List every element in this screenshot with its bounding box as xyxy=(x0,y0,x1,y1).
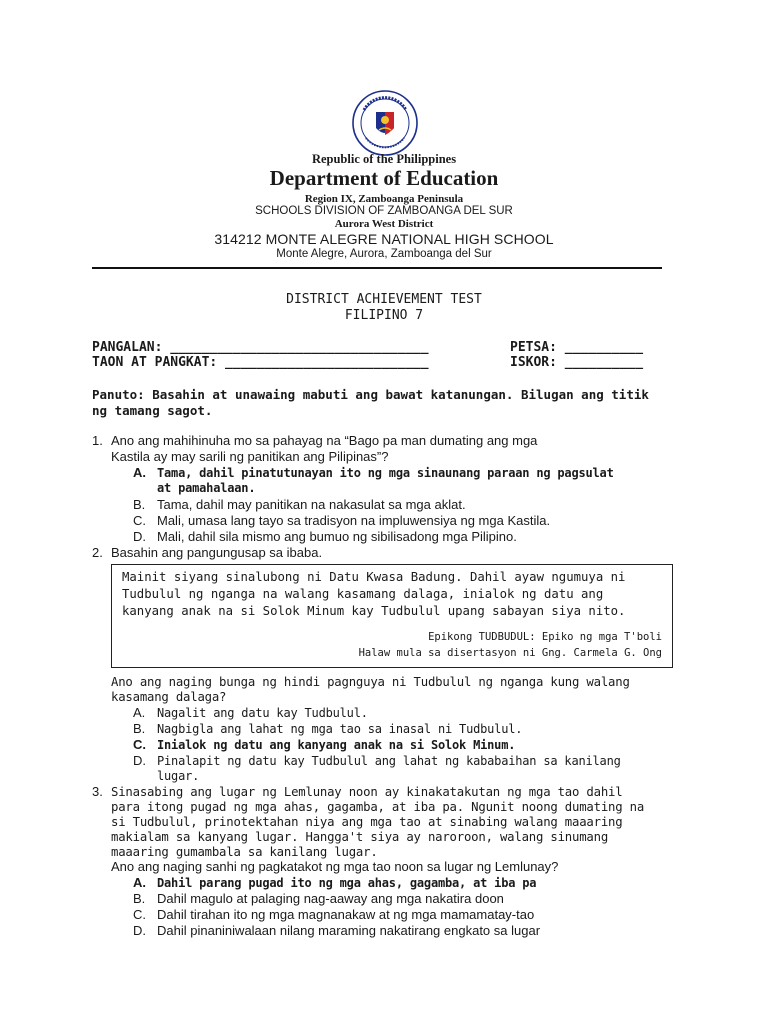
q2-option-b-letter[interactable]: B. xyxy=(133,721,146,736)
passage-source-2: Halaw mula sa disertasyon ni Gng. Carmela G. Ong xyxy=(358,647,662,659)
q2-option-a-letter[interactable]: A. xyxy=(133,705,146,720)
test-title: DISTRICT ACHIEVEMENT TEST xyxy=(286,292,482,307)
q3-option-a-text[interactable]: Dahil parang pugad ito ng mga ahas, gagamba, at iba pa xyxy=(157,876,537,890)
passage-source-1: Epikong TUDBUDUL: Epiko ng mga T'boli xyxy=(428,631,662,643)
q1-option-d-letter[interactable]: D. xyxy=(133,529,146,544)
q1-option-c-letter[interactable]: C. xyxy=(133,513,146,528)
deped-seal-logo xyxy=(352,90,418,156)
q2-option-b-text[interactable]: Nagbigla ang lahat ng mga tao sa inasal ni Tudbulul. xyxy=(157,722,523,736)
test-subject: FILIPINO 7 xyxy=(344,308,424,323)
q3-option-b-text[interactable]: Dahil magulo at palaging nag-aaway ang mga nakatira doon xyxy=(157,891,504,906)
q1-option-b-letter[interactable]: B. xyxy=(133,497,146,512)
q2-prompt: Basahin ang pangungusap sa ibaba. xyxy=(111,545,323,560)
q1-option-a-text-2[interactable]: at pamahalaan. xyxy=(157,481,256,495)
school-name: 314212 MONTE ALEGRE NATIONAL HIGH SCHOOL xyxy=(214,231,554,247)
directions-line-2: ng tamang sagot. xyxy=(92,403,213,418)
school-address: Monte Alegre, Aurora, Zamboanga del Sur xyxy=(276,248,492,260)
score-field[interactable]: ISKOR: __________ xyxy=(510,355,644,370)
name-field[interactable]: PANGALAN: _________________________________ xyxy=(92,340,429,355)
q2-number: 2. xyxy=(92,545,103,560)
q3-text-line-5: maaaring gumambala sa kanilang lugar. xyxy=(111,845,378,859)
q3-text-line-1: Sinasabing ang lugar ng Lemlunay noon ay kinakatakutan ng mga tao dahil xyxy=(111,785,623,799)
region-line: Region IX, Zamboanga Peninsula xyxy=(304,193,464,205)
q2-question-line-1: Ano ang naging bunga ng hindi pagnguya ni Tudbulul ng nganga kung walang xyxy=(111,675,630,689)
district-line: Aurora West District xyxy=(334,218,434,230)
q1-option-c-text[interactable]: Mali, umasa lang tayo sa tradisyon na impluwensiya ng mga Kastila. xyxy=(157,513,551,528)
q2-option-c-letter[interactable]: C. xyxy=(133,737,146,752)
division-line: SCHOOLS DIVISION OF ZAMBOANGA DEL SUR xyxy=(255,205,513,217)
q3-option-c-letter[interactable]: C. xyxy=(133,907,146,922)
passage-line-1: Mainit siyang sinalubong ni Datu Kwasa Badung. Dahil ayaw ngumuya ni xyxy=(122,570,626,584)
q2-option-d-letter[interactable]: D. xyxy=(133,753,146,768)
q3-option-c-text[interactable]: Dahil tirahan ito ng mga magnanakaw at ng mga mamamatay-tao xyxy=(157,907,535,922)
q2-question-line-2: kasamang dalaga? xyxy=(111,690,227,704)
department-title: Department of Education xyxy=(269,166,499,190)
q2-option-a-text[interactable]: Nagalit ang datu kay Tudbulul. xyxy=(157,706,368,720)
q3-option-b-letter[interactable]: B. xyxy=(133,891,146,906)
q3-option-a-letter[interactable]: A. xyxy=(133,875,146,890)
q3-question: Ano ang naging sanhi ng pagkatakot ng mga tao noon sa lugar ng Lemlunay? xyxy=(111,859,559,874)
q1-text-line-1: Ano ang mahihinuha mo sa pahayag na “Bago pa man dumating ang mga xyxy=(111,433,538,448)
q1-number: 1. xyxy=(92,433,103,448)
q3-option-d-letter[interactable]: D. xyxy=(133,923,146,938)
passage-line-3: kanyang anak na si Solok Minum kay Tudbulul upang sabayan siya nito. xyxy=(122,604,626,618)
date-field[interactable]: PETSA: __________ xyxy=(510,340,644,355)
q2-option-d-text[interactable]: Pinalapit ng datu kay Tudbulul ang lahat ng kababaihan sa kanilang xyxy=(157,754,621,768)
q3-text-line-3: si Tudbulul, prinotektahan niya ang mga tao at sinabing walang maaaring xyxy=(111,815,623,829)
q3-text-line-4: makialam sa kanyang lugar. Hangga't siya ay naroroon, walang sinumang xyxy=(111,830,609,844)
republic-line: Republic of the Philippines xyxy=(311,152,457,166)
q2-option-c-text[interactable]: Inialok ng datu ang kanyang anak na si Solok Minum. xyxy=(157,738,516,752)
passage-line-2: Tudbulul ng nganga na walang kasamang dalaga, inialok ng datu ang xyxy=(122,587,604,601)
header-divider xyxy=(92,267,662,269)
directions-line-1: Panuto: Basahin at unawaing mabuti ang bawat katanungan. Bilugan ang titik xyxy=(92,387,649,402)
q3-text-line-2: para itong pugad ng mga ahas, gagamba, at iba pa. Ngunit noong dumating na xyxy=(111,800,645,814)
year-section-field[interactable]: TAON AT PANGKAT: __________________________ xyxy=(92,355,429,370)
q1-option-a-letter[interactable]: A. xyxy=(133,465,146,480)
q1-option-d-text[interactable]: Mali, dahil sila mismo ang bumuo ng sibilisadong mga Pilipino. xyxy=(157,529,517,544)
q1-option-a-text[interactable]: Tama, dahil pinatutunayan ito ng mga sinaunang paraan ng pagsulat xyxy=(157,466,614,480)
passage-box xyxy=(111,564,673,668)
q2-option-d-text-2[interactable]: lugar. xyxy=(157,769,200,783)
q3-number: 3. xyxy=(92,784,103,799)
q3-option-d-text[interactable]: Dahil pinaniniwalaan nilang maraming nakatirang engkato sa lugar xyxy=(157,923,541,938)
q1-option-b-text[interactable]: Tama, dahil may panitikan na nakasulat sa mga aklat. xyxy=(157,497,466,512)
q1-text-line-2: Kastila ay may sarili ng panitikan ang Pilipinas”? xyxy=(111,449,389,464)
